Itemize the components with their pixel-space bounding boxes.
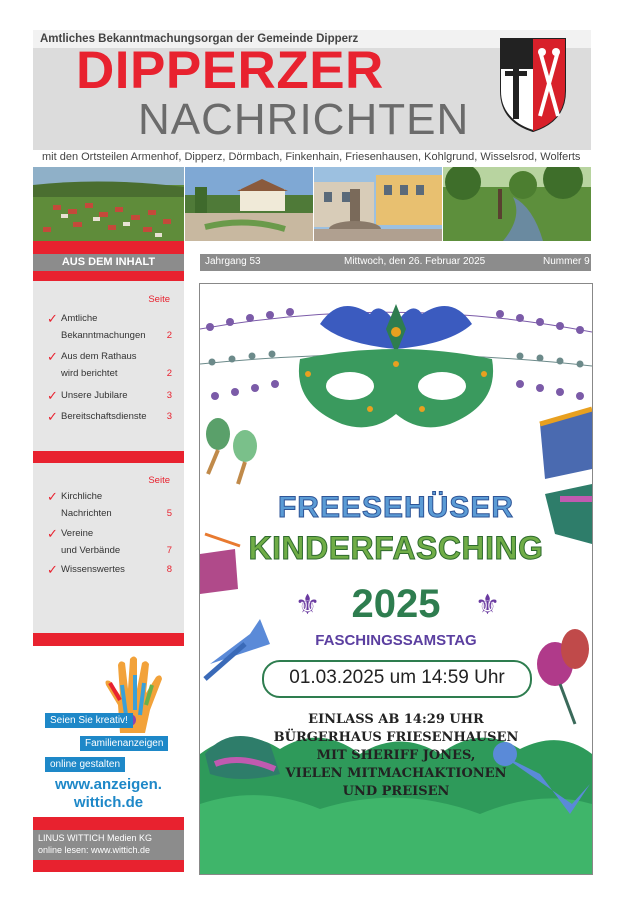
poster-info-line: VIELEN MITMACHAKTIONEN <box>285 766 507 781</box>
checkmark-icon: ✓ <box>47 311 58 326</box>
toc-item[interactable] <box>47 491 172 521</box>
ad-label: Seien Sie kreativ! <box>45 713 133 728</box>
toc-item-label: Bereitschaftsdienste <box>61 411 147 422</box>
toc-page-label: Seite <box>148 475 170 486</box>
toc-item-label: Aus dem Rathaus <box>61 351 137 362</box>
toc-item[interactable] <box>47 390 172 404</box>
toc-item-label: Vereine <box>61 528 94 539</box>
toc-item[interactable] <box>47 528 172 558</box>
village-square-photo <box>185 167 313 241</box>
toc-item-label: Kirchliche <box>61 491 103 502</box>
poster-info-line: BÜRGERHAUS FRIESENHAUSEN <box>273 730 519 745</box>
village-aerial-photo <box>33 167 184 241</box>
toc-item-page: 2 <box>166 368 172 379</box>
stream-park-photo <box>443 167 591 241</box>
toc-item-page: 7 <box>166 545 172 556</box>
poster-info-line: EINLASS AB 14:29 UHR <box>308 712 484 727</box>
toc-item-page: 8 <box>166 564 172 575</box>
poster-date-time: 01.03.2025 um 14:59 Uhr <box>289 667 505 688</box>
issue-date: Mittwoch, den 26. Februar 2025 <box>344 256 486 267</box>
toc-box <box>33 463 184 633</box>
masthead-subtitle: mit den Ortsteilen Armenhof, Dipperz, Dörmbach, Finkenhain, Friesenhausen, Kohlgrund, Wisselsrod, Wolferts <box>42 151 581 163</box>
ad-label: online gestalten <box>45 757 125 772</box>
event-poster <box>199 283 593 875</box>
svg-text:⚜: ⚜ <box>475 588 501 621</box>
sidebar-red-bar <box>33 860 184 872</box>
poster-info-line: UND PREISEN <box>342 784 450 799</box>
toc-box <box>33 281 184 451</box>
sidebar-red-bar <box>33 817 184 830</box>
toc-item-page: 3 <box>166 390 172 401</box>
publisher-name: LINUS WITTICH Medien KG <box>38 833 153 843</box>
sidebar-red-bar <box>33 271 184 281</box>
sidebar-heading: AUS DEM INHALT <box>33 254 184 271</box>
masthead-tagline: Amtliches Bekanntmachungsorgan der Gemeinde Dipperz <box>40 33 359 45</box>
toc-item-label: und Verbände <box>61 545 121 556</box>
svg-text:⚜: ⚜ <box>295 588 321 621</box>
toc-item[interactable] <box>47 411 172 425</box>
toc-item-label: Bekanntmachungen <box>61 330 146 341</box>
toc-item-page: 3 <box>166 411 172 422</box>
fountain-photo <box>314 167 442 241</box>
toc-item-label: wird berichtet <box>61 368 118 379</box>
sidebar-red-bar <box>33 241 184 254</box>
checkmark-icon: ✓ <box>47 489 58 504</box>
toc-item[interactable] <box>47 564 172 578</box>
toc-item-page: 5 <box>166 508 172 519</box>
ad-label: Familienanzeigen <box>80 736 168 751</box>
ad-url[interactable]: wittich.de <box>73 794 144 811</box>
toc-item[interactable] <box>47 351 172 381</box>
checkmark-icon: ✓ <box>47 349 58 364</box>
poster-year: 2025 <box>351 582 441 626</box>
checkmark-icon: ✓ <box>47 409 58 424</box>
issue-volume: Jahrgang 53 <box>205 256 261 267</box>
masthead-title-line2: NACHRICHTEN <box>138 95 470 144</box>
checkmark-icon: ✓ <box>47 562 58 577</box>
toc-item-label: Unsere Jubilare <box>61 390 128 401</box>
toc-page-label: Seite <box>148 294 170 305</box>
issue-number: Nummer 9 <box>543 256 590 267</box>
toc-item[interactable] <box>47 313 172 343</box>
coat-of-arms-icon <box>498 36 568 134</box>
checkmark-icon: ✓ <box>47 526 58 541</box>
sidebar-red-bar <box>33 451 184 463</box>
poster-title-line2: KINDERFASCHING <box>248 530 544 566</box>
toc-item-label: Wissenswertes <box>61 564 125 575</box>
toc-item-label: Amtliche <box>61 313 98 324</box>
toc-item-label: Nachrichten <box>61 508 112 519</box>
masthead-title-line1: DIPPERZER <box>76 41 384 100</box>
poster-subtitle: FASCHINGSSAMSTAG <box>315 632 477 649</box>
sidebar-red-bar <box>33 633 184 646</box>
photo-strip <box>33 167 591 241</box>
ad-url[interactable]: www.anzeigen. <box>55 776 162 793</box>
checkmark-icon: ✓ <box>47 388 58 403</box>
poster-title-line1: FREESEHÜSER <box>277 491 515 524</box>
publisher-url: online lesen: www.wittich.de <box>38 845 151 855</box>
poster-info-line: MIT SHERIFF JONES, <box>316 748 476 763</box>
toc-item-page: 2 <box>166 330 172 341</box>
